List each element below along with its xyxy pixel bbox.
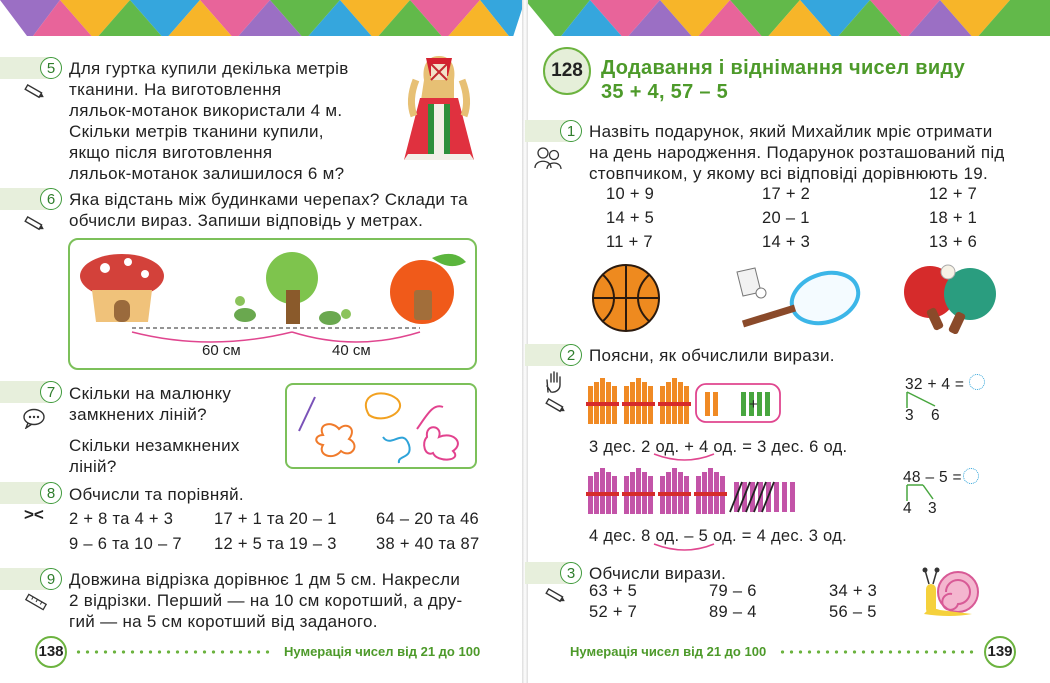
lesson-number-badge: 128	[543, 47, 591, 95]
text-line: Скільки метрів тканини купили,	[69, 122, 324, 141]
sum-expression: 18 + 1	[929, 209, 978, 227]
task5-text	[69, 58, 349, 184]
answer-cloud-icon	[963, 468, 979, 484]
lesson-title: Додавання і віднімання чисел виду	[601, 57, 966, 79]
footer-dots	[74, 649, 274, 655]
pencil-icon	[543, 586, 567, 606]
task6-text	[69, 189, 468, 231]
expression-32-plus-4: 32 + 4 =	[905, 376, 965, 393]
answer-cloud-icon	[969, 374, 985, 390]
decomposition-part: 6	[931, 407, 940, 424]
badminton-racket-illustration	[725, 262, 863, 334]
comparison-expression: 64 – 20 та 46	[376, 510, 480, 528]
task-number-6: 6	[40, 188, 62, 210]
task3-expression: 52 + 7	[589, 603, 638, 621]
task3-expression: 89 – 4	[709, 603, 757, 621]
sum-expression: 13 + 6	[929, 233, 978, 251]
sum-expression: 20 – 1	[762, 209, 810, 227]
text-line: ляльок-мотанок використали 4 м.	[69, 101, 343, 120]
explanation-line: 4 дес. 8 од. – 5 од. = 4 дес. 3 од.	[589, 527, 847, 545]
footer-title: Нумерація чисел від 21 до 100	[570, 644, 767, 659]
task8-title: Обчисли та порівняй.	[69, 485, 244, 504]
task3-expression: 34 + 3	[829, 582, 878, 600]
pencil-icon	[22, 82, 46, 102]
comparison-expression: 9 – 6 та 10 – 7	[69, 535, 182, 553]
footer-dots	[778, 649, 978, 655]
motanka-doll-illustration	[398, 50, 480, 170]
sum-expression: 12 + 7	[929, 185, 978, 203]
task-number-7: 7	[40, 381, 62, 403]
footer-title: Нумерація чисел від 21 до 100	[284, 644, 481, 659]
page-number: 139	[984, 636, 1016, 668]
text-line: Скільки на малюнку	[69, 384, 232, 403]
text-line: на день народження. Подарунок розташований під	[589, 143, 1005, 162]
task3-title: Обчисли вирази.	[589, 564, 727, 583]
sum-expression: 10 + 9	[606, 185, 655, 203]
turtles-picture-frame	[68, 238, 477, 370]
text-line: Назвіть подарунок, який Михайлик мріє отримати	[589, 122, 993, 141]
text-line: стовпчиком, у якому всі відповіді дорівнюють 19.	[589, 164, 988, 183]
task3-expression: 79 – 6	[709, 582, 757, 600]
text-line: Скільки незамкнених	[69, 436, 240, 455]
counting-sticks-48-minus-5	[586, 464, 810, 516]
text-line: 2 відрізки. Перший — на 10 см коротший, а дру-	[69, 591, 463, 610]
task7-text	[69, 383, 240, 477]
pair-work-icon	[533, 146, 563, 170]
task-number-8: 8	[40, 482, 62, 504]
text-line: Для гуртка купили декілька метрів	[69, 59, 349, 78]
text-line: замкнених ліній?	[69, 405, 207, 424]
task-number-1: 1	[560, 120, 582, 142]
comparison-expression: 12 + 5 та 19 – 3	[214, 535, 337, 553]
turtle-houses-illustration	[70, 240, 475, 368]
explanation-line: 3 дес. 2 од. + 4 од. = 3 дес. 6 од.	[589, 438, 848, 456]
decomposition-part: 4	[903, 500, 912, 517]
comparison-expression: 38 + 40 та 87	[376, 535, 480, 553]
text-line: ліній?	[69, 457, 117, 476]
comparison-expression: 17 + 1 та 20 – 1	[214, 510, 337, 528]
decomposition-part: 3	[905, 407, 914, 424]
page-number: 138	[35, 636, 67, 668]
sum-expression: 14 + 5	[606, 209, 655, 227]
text-line: якщо після виготовлення	[69, 143, 273, 162]
text-line: Довжина відрізка дорівнює 1 дм 5 см. Накресли	[69, 570, 461, 589]
lines-illustration	[287, 385, 475, 467]
lines-picture-frame	[285, 383, 477, 469]
pencil-icon	[543, 396, 567, 416]
task3-expression: 56 – 5	[829, 603, 877, 621]
ping-pong-paddles-illustration	[900, 262, 1000, 334]
text-line: обчисли вираз. Запиши відповідь у метрах.	[69, 211, 424, 230]
distance-label: 60 см	[202, 342, 241, 359]
speech-bubble-icon	[22, 407, 46, 429]
text-line: тканини. На виготовлення	[69, 80, 282, 99]
task-number-9: 9	[40, 568, 62, 590]
decomposition-part: 3	[928, 500, 937, 517]
basketball-illustration	[590, 262, 662, 334]
sum-expression: 14 + 3	[762, 233, 811, 251]
text-line: Яка відстань між будинками черепах? Склади та	[69, 190, 468, 209]
distance-label: 40 см	[332, 342, 371, 359]
snail-illustration	[920, 562, 982, 620]
task-number-2: 2	[560, 344, 582, 366]
sum-expression: 11 + 7	[606, 233, 653, 251]
comparison-expression: 2 + 8 та 4 + 3	[69, 510, 174, 528]
task9-text	[69, 569, 462, 632]
compare-icon: ><	[24, 505, 44, 524]
task2-title: Поясни, як обчислили вирази.	[589, 346, 835, 365]
expression-48-minus-5: 48 – 5 =	[903, 469, 962, 486]
sum-expression: 17 + 2	[762, 185, 811, 203]
task-number-3: 3	[560, 562, 582, 584]
lesson-title-expressions: 35 + 4, 57 – 5	[601, 81, 729, 103]
task-number-5: 5	[40, 57, 62, 79]
explanation-arc	[650, 540, 720, 556]
pencil-icon	[22, 214, 46, 234]
task1-text	[589, 121, 1005, 184]
text-line: ляльок-мотанок залишилося 6 м?	[69, 164, 345, 183]
hand-icon	[543, 368, 565, 394]
plus-sign: +	[749, 396, 758, 413]
task3-expression: 63 + 5	[589, 582, 638, 600]
text-line: гий — на 5 см коротший від заданого.	[69, 612, 378, 631]
ruler-icon	[24, 592, 48, 612]
